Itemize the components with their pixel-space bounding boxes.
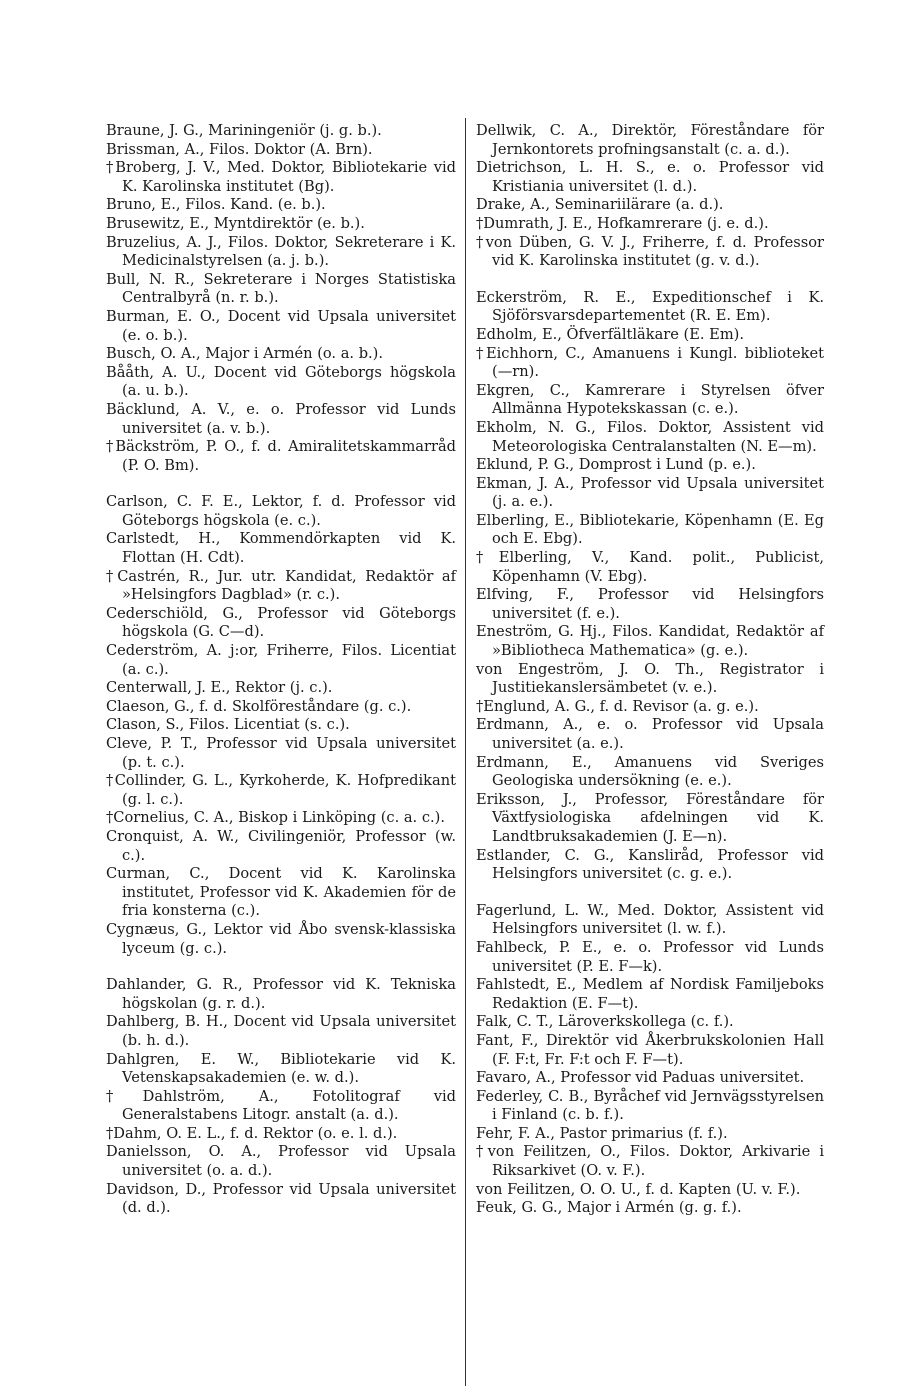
directory-entry: von Feilitzen, O. O. U., f. d. Kapten (U. v. F.). <box>476 1180 801 1198</box>
directory-entry: †Dahm, O. E. L., f. d. Rektor (o. e. l. d.). <box>106 1124 398 1142</box>
section-gap <box>106 475 456 493</box>
directory-entry: †Elberling, V., Kand. polit., Publicist, Köpenhamn (V. Ebg). <box>476 549 824 585</box>
directory-entry: Estlander, C. G., Kansliråd, Professor vid Helsingfors universitet (c. g. e.). <box>476 846 824 883</box>
directory-entry: †Castrén, R., Jur. utr. Kandidat, Redaktör af »Helsingfors Dagblad» (r. c.). <box>106 567 456 604</box>
left-column <box>106 122 456 1218</box>
directory-entry: †Bäckström, P. O., f. d. Amiralitetskammarråd (P. O. Bm). <box>106 438 456 474</box>
directory-entry: Elfving, F., Professor vid Helsingfors universitet (f. e.). <box>476 586 824 622</box>
directory-entry: Ekman, J. A., Professor vid Upsala universitet (j. a. e.). <box>476 474 824 511</box>
directory-entry: Drake, A., Seminariilärare (a. d.). <box>476 196 724 214</box>
directory-entry: †von Feilitzen, O., Filos. Doktor, Arkivarie i Riksarkivet (O. v. F.). <box>476 1143 824 1180</box>
directory-entry: Eneström, G. Hj., Filos. Kandidat, Redaktör af »Bibliotheca Mathematica» (g. e.). <box>476 623 824 660</box>
directory-entry: Busch, O. A., Major i Armén (o. a. b.). <box>106 345 384 363</box>
directory-entry: Federley, C. B., Byråchef vid Jernvägsstyrelsen i Finland (c. b. f.). <box>476 1087 824 1124</box>
directory-entry: Cronquist, A. W., Civilingeniör, Professor (w. c.). <box>106 827 456 864</box>
right-column <box>476 122 824 1218</box>
directory-entry: Cleve, P. T., Professor vid Upsala universitet (p. t. c.). <box>106 735 456 771</box>
directory-entry: †Cornelius, C. A., Biskop i Linköping (c. a. c.). <box>106 809 445 827</box>
directory-entry: Carlstedt, H., Kommendörkapten vid K. Flottan (H. Cdt). <box>106 530 456 567</box>
directory-entry: Dahlberg, B. H., Docent vid Upsala universitet (b. h. d.). <box>106 1013 456 1049</box>
directory-entry: Bruno, E., Filos. Kand. (e. b.). <box>106 196 326 214</box>
directory-entry: Braune, J. G., Mariningeniör (j. g. b.). <box>106 122 382 139</box>
directory-entry: Bäcklund, A. V., e. o. Professor vid Lunds universitet (a. v. b.). <box>106 400 456 437</box>
directory-entry: von Engeström, J. O. Th., Registrator i Justitiekanslersämbetet (v. e.). <box>476 660 824 697</box>
directory-entry: Dahlgren, E. W., Bibliotekarie vid K. Vetenskapsakademien (e. w. d.). <box>106 1050 456 1087</box>
directory-entry: Carlson, C. F. E., Lektor, f. d. Professor vid Göteborgs högskola (e. c.). <box>106 493 456 529</box>
directory-entry: Fagerlund, L. W., Med. Doktor, Assistent vid Helsingfors universitet (l. w. f.). <box>476 901 824 938</box>
directory-entry: Danielsson, O. A., Professor vid Upsala universitet (o. a. d.). <box>106 1143 456 1180</box>
directory-entry: Dietrichson, L. H. S., e. o. Professor vid Kristiania universitet (l. d.). <box>476 159 824 195</box>
directory-entry: Centerwall, J. E., Rektor (j. c.). <box>106 679 333 697</box>
directory-entry: †von Düben, G. V. J., Friherre, f. d. Professor vid K. Karolinska institutet (g. v. d.). <box>476 233 824 270</box>
directory-entry: Claeson, G., f. d. Skolföreståndare (g. c.). <box>106 697 412 715</box>
directory-entry: Erdmann, E., Amanuens vid Sveriges Geologiska undersökning (e. e.). <box>476 753 824 790</box>
directory-entry: Curman, C., Docent vid K. Karolinska institutet, Professor vid K. Akademien för de fria konsterna (c.). <box>106 865 456 920</box>
directory-entry: Davidson, D., Professor vid Upsala universitet (d. d.). <box>106 1180 456 1217</box>
directory-entry: Elberling, E., Bibliotekarie, Köpenhamn (E. Eg och E. Ebg). <box>476 511 824 548</box>
directory-entry: Erdmann, A., e. o. Professor vid Upsala universitet (a. e.). <box>476 716 824 752</box>
directory-entry: Clason, S., Filos. Licentiat (s. c.). <box>106 716 350 734</box>
directory-entry: Burman, E. O., Docent vid Upsala universitet (e. o. b.). <box>106 307 456 344</box>
directory-entry: Brissman, A., Filos. Doktor (A. Brn). <box>106 140 373 158</box>
directory-entry: Fahlstedt, E., Medlem af Nordisk Familjeboks Redaktion (E. F—t). <box>476 976 824 1012</box>
directory-entry: Bruzelius, A. J., Filos. Doktor, Sekreterare i K. Medicinalstyrelsen (a. j. b.). <box>106 233 456 270</box>
directory-entry: †Eichhorn, C., Amanuens i Kungl. biblioteket (—rn). <box>476 344 824 381</box>
directory-entry: Feuk, G. G., Major i Armén (g. g. f.). <box>476 1199 742 1217</box>
directory-entry: Ekholm, N. G., Filos. Doktor, Assistent vid Meteorologiska Centralanstalten (N. E—m). <box>476 418 824 455</box>
directory-entry: Eckerström, R. E., Expeditionschef i K. Sjöförsvarsdepartementet (R. E. Em). <box>476 288 824 325</box>
directory-entry: Fant, F., Direktör vid Åkerbrukskolonien Hall (F. F:t, Fr. F:t och F. F—t). <box>476 1031 824 1068</box>
section-gap <box>106 958 456 976</box>
directory-entry: Falk, C. T., Läroverkskollega (c. f.). <box>476 1013 734 1031</box>
directory-entry: Edholm, E., Öfverfältläkare (E. Em). <box>476 325 745 343</box>
directory-entry: Bull, N. R., Sekreterare i Norges Statistiska Centralbyrå (n. r. b.). <box>106 270 456 307</box>
directory-entry: Dahlander, G. R., Professor vid K. Tekniska högskolan (g. r. d.). <box>106 976 456 1012</box>
section-gap <box>476 884 824 902</box>
directory-entry: Bååth, A. U., Docent vid Göteborgs högskola (a. u. b.). <box>106 363 456 400</box>
directory-entry: Eklund, P. G., Domprost i Lund (p. e.). <box>476 456 756 474</box>
directory-entry: †Broberg, J. V., Med. Doktor, Bibliotekarie vid K. Karolinska institutet (Bg). <box>106 159 456 195</box>
directory-entry: †Englund, A. G., f. d. Revisor (a. g. e.). <box>476 697 759 715</box>
directory-entry: Ekgren, C., Kamrerare i Styrelsen öfver Allmänna Hypotekskassan (c. e.). <box>476 381 824 418</box>
directory-entry: †Dumrath, J. E., Hofkamrerare (j. e. d.). <box>476 214 769 232</box>
directory-entry: Fehr, F. A., Pastor primarius (f. f.). <box>476 1124 728 1142</box>
section-gap <box>476 271 824 289</box>
directory-entry: Fahlbeck, P. E., e. o. Professor vid Lunds universitet (P. E. F—k). <box>476 938 824 975</box>
directory-entry: Brusewitz, E., Myntdirektör (e. b.). <box>106 214 365 232</box>
directory-entry: †Collinder, G. L., Kyrkoherde, K. Hofpredikant (g. l. c.). <box>106 772 456 808</box>
directory-entry: Cederschiöld, G., Professor vid Göteborgs högskola (G. C—d). <box>106 604 456 641</box>
directory-entry: Cederström, A. j:or, Friherre, Filos. Licentiat (a. c.). <box>106 642 456 678</box>
directory-entry: Eriksson, J., Professor, Föreståndare för Växtfysiologiska afdelningen vid K. Landtbruksakademien (J. E—n). <box>476 790 824 845</box>
directory-entry: Cygnæus, G., Lektor vid Åbo svensk-klassiska lyceum (g. c.). <box>106 920 456 957</box>
directory-entry: Dellwik, C. A., Direktör, Föreståndare för Jernkontorets profningsanstalt (c. a. d.). <box>476 122 824 158</box>
column-divider <box>465 118 466 1386</box>
directory-entry: Favaro, A., Professor vid Paduas universitet. <box>476 1069 805 1087</box>
directory-entry: †Dahlström, A., Fotolitograf vid Generalstabens Litogr. anstalt (a. d.). <box>106 1087 456 1124</box>
